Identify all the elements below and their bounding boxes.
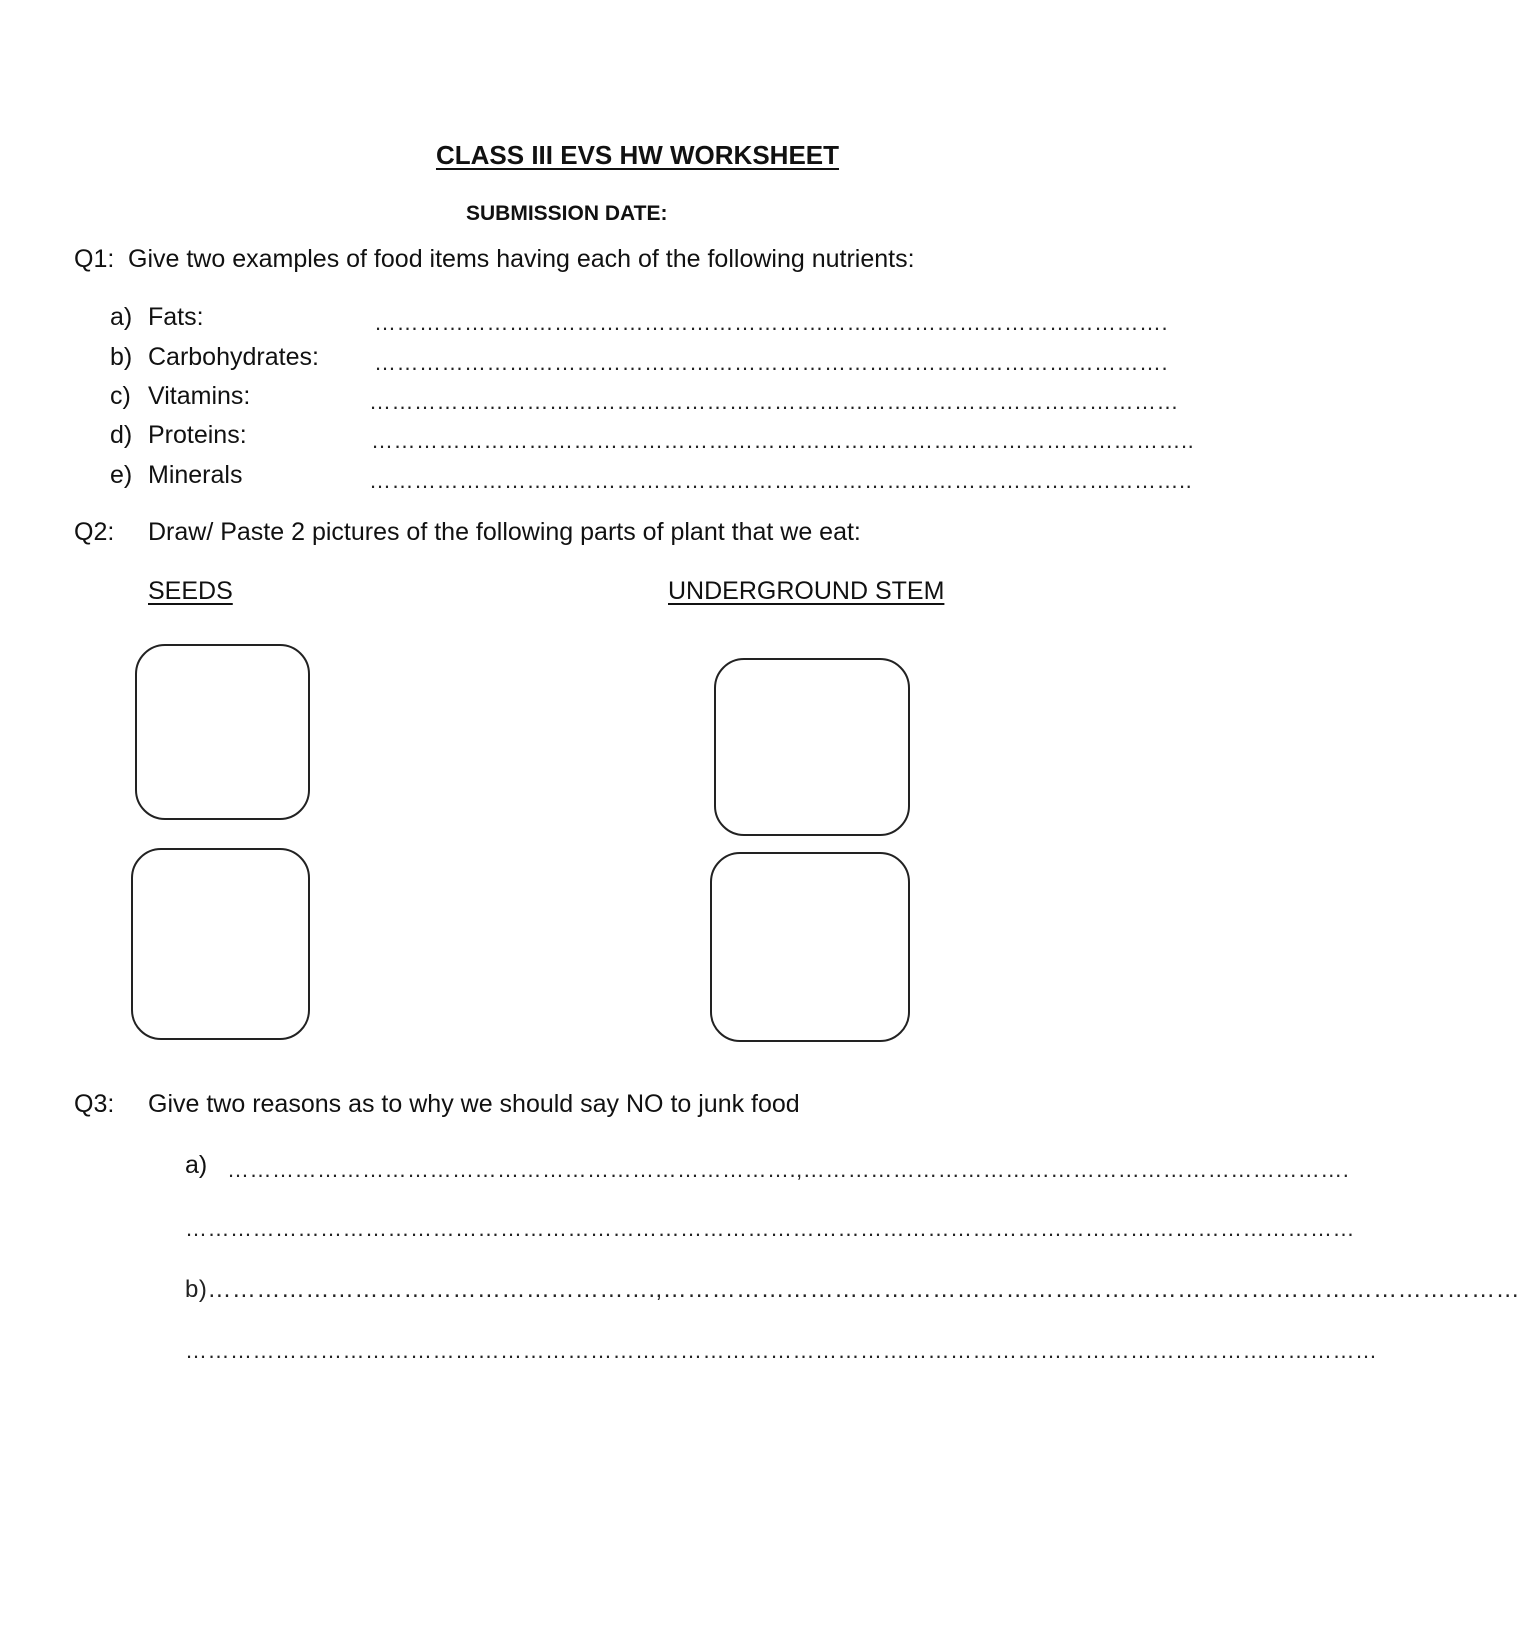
q1-answer-line-carbohydrates[interactable]: ……………………………………………………………………………………………. [374, 350, 1169, 375]
q3-answer-line-b[interactable]: b)……………………………………………….,…………………………………………………………………………………………… [185, 1276, 1520, 1303]
q1-item-label-proteins: Proteins: [148, 421, 247, 449]
q3-answer-line-a[interactable]: ………………………………………………………………….,………………………………………………………………. [227, 1157, 1350, 1182]
underground-stem-heading: UNDERGROUND STEM [668, 577, 945, 605]
seeds-picture-box-2[interactable] [131, 848, 310, 1040]
q3-text: Give two reasons as to why we should say NO to junk food [148, 1090, 800, 1118]
page-title: CLASS III EVS HW WORKSHEET [435, 140, 840, 170]
q1-item-label-minerals: Minerals [148, 461, 243, 489]
q1-item-label-carbohydrates: Carbohydrates: [148, 343, 319, 371]
q1-answer-line-minerals[interactable]: ……………………………………………………………………………………………….. [369, 468, 1193, 493]
q1-item-marker-c: c) [110, 382, 131, 410]
seeds-picture-box-1[interactable] [135, 644, 310, 820]
q3-answer-line-b-continued[interactable]: …………………………………………………………………………………………………………………………………………… [185, 1338, 1378, 1363]
q1-text: Give two examples of food items having each of the following nutrients: [128, 245, 915, 273]
q1-number: Q1: [74, 245, 115, 273]
q1-item-marker-a: a) [110, 303, 133, 331]
underground-stem-picture-box-1[interactable] [714, 658, 910, 836]
q1-answer-line-vitamins[interactable]: ……………………………………………………………………………………………… [369, 389, 1179, 414]
q1-item-marker-e: e) [110, 461, 133, 489]
submission-date-label: SUBMISSION DATE: [466, 202, 668, 225]
q1-answer-line-fats[interactable]: ……………………………………………………………………………………………. [374, 310, 1169, 335]
q1-item-label-fats: Fats: [148, 303, 204, 331]
q1-item-marker-d: d) [110, 421, 133, 449]
q2-text: Draw/ Paste 2 pictures of the following parts of plant that we eat: [148, 518, 861, 546]
q1-answer-line-proteins[interactable]: ……………………………………………………………………………………………….. [371, 428, 1195, 453]
seeds-heading: SEEDS [148, 577, 233, 605]
q3-number: Q3: [74, 1090, 115, 1118]
q2-number: Q2: [74, 518, 115, 546]
q3-answer-line-a-continued[interactable]: ………………………………………………………………………………………………………………………………………… [185, 1216, 1355, 1241]
underground-stem-picture-box-2[interactable] [710, 852, 910, 1042]
q1-item-label-vitamins: Vitamins: [148, 382, 251, 410]
q3-marker-a: a) [185, 1151, 208, 1179]
q1-item-marker-b: b) [110, 343, 133, 371]
